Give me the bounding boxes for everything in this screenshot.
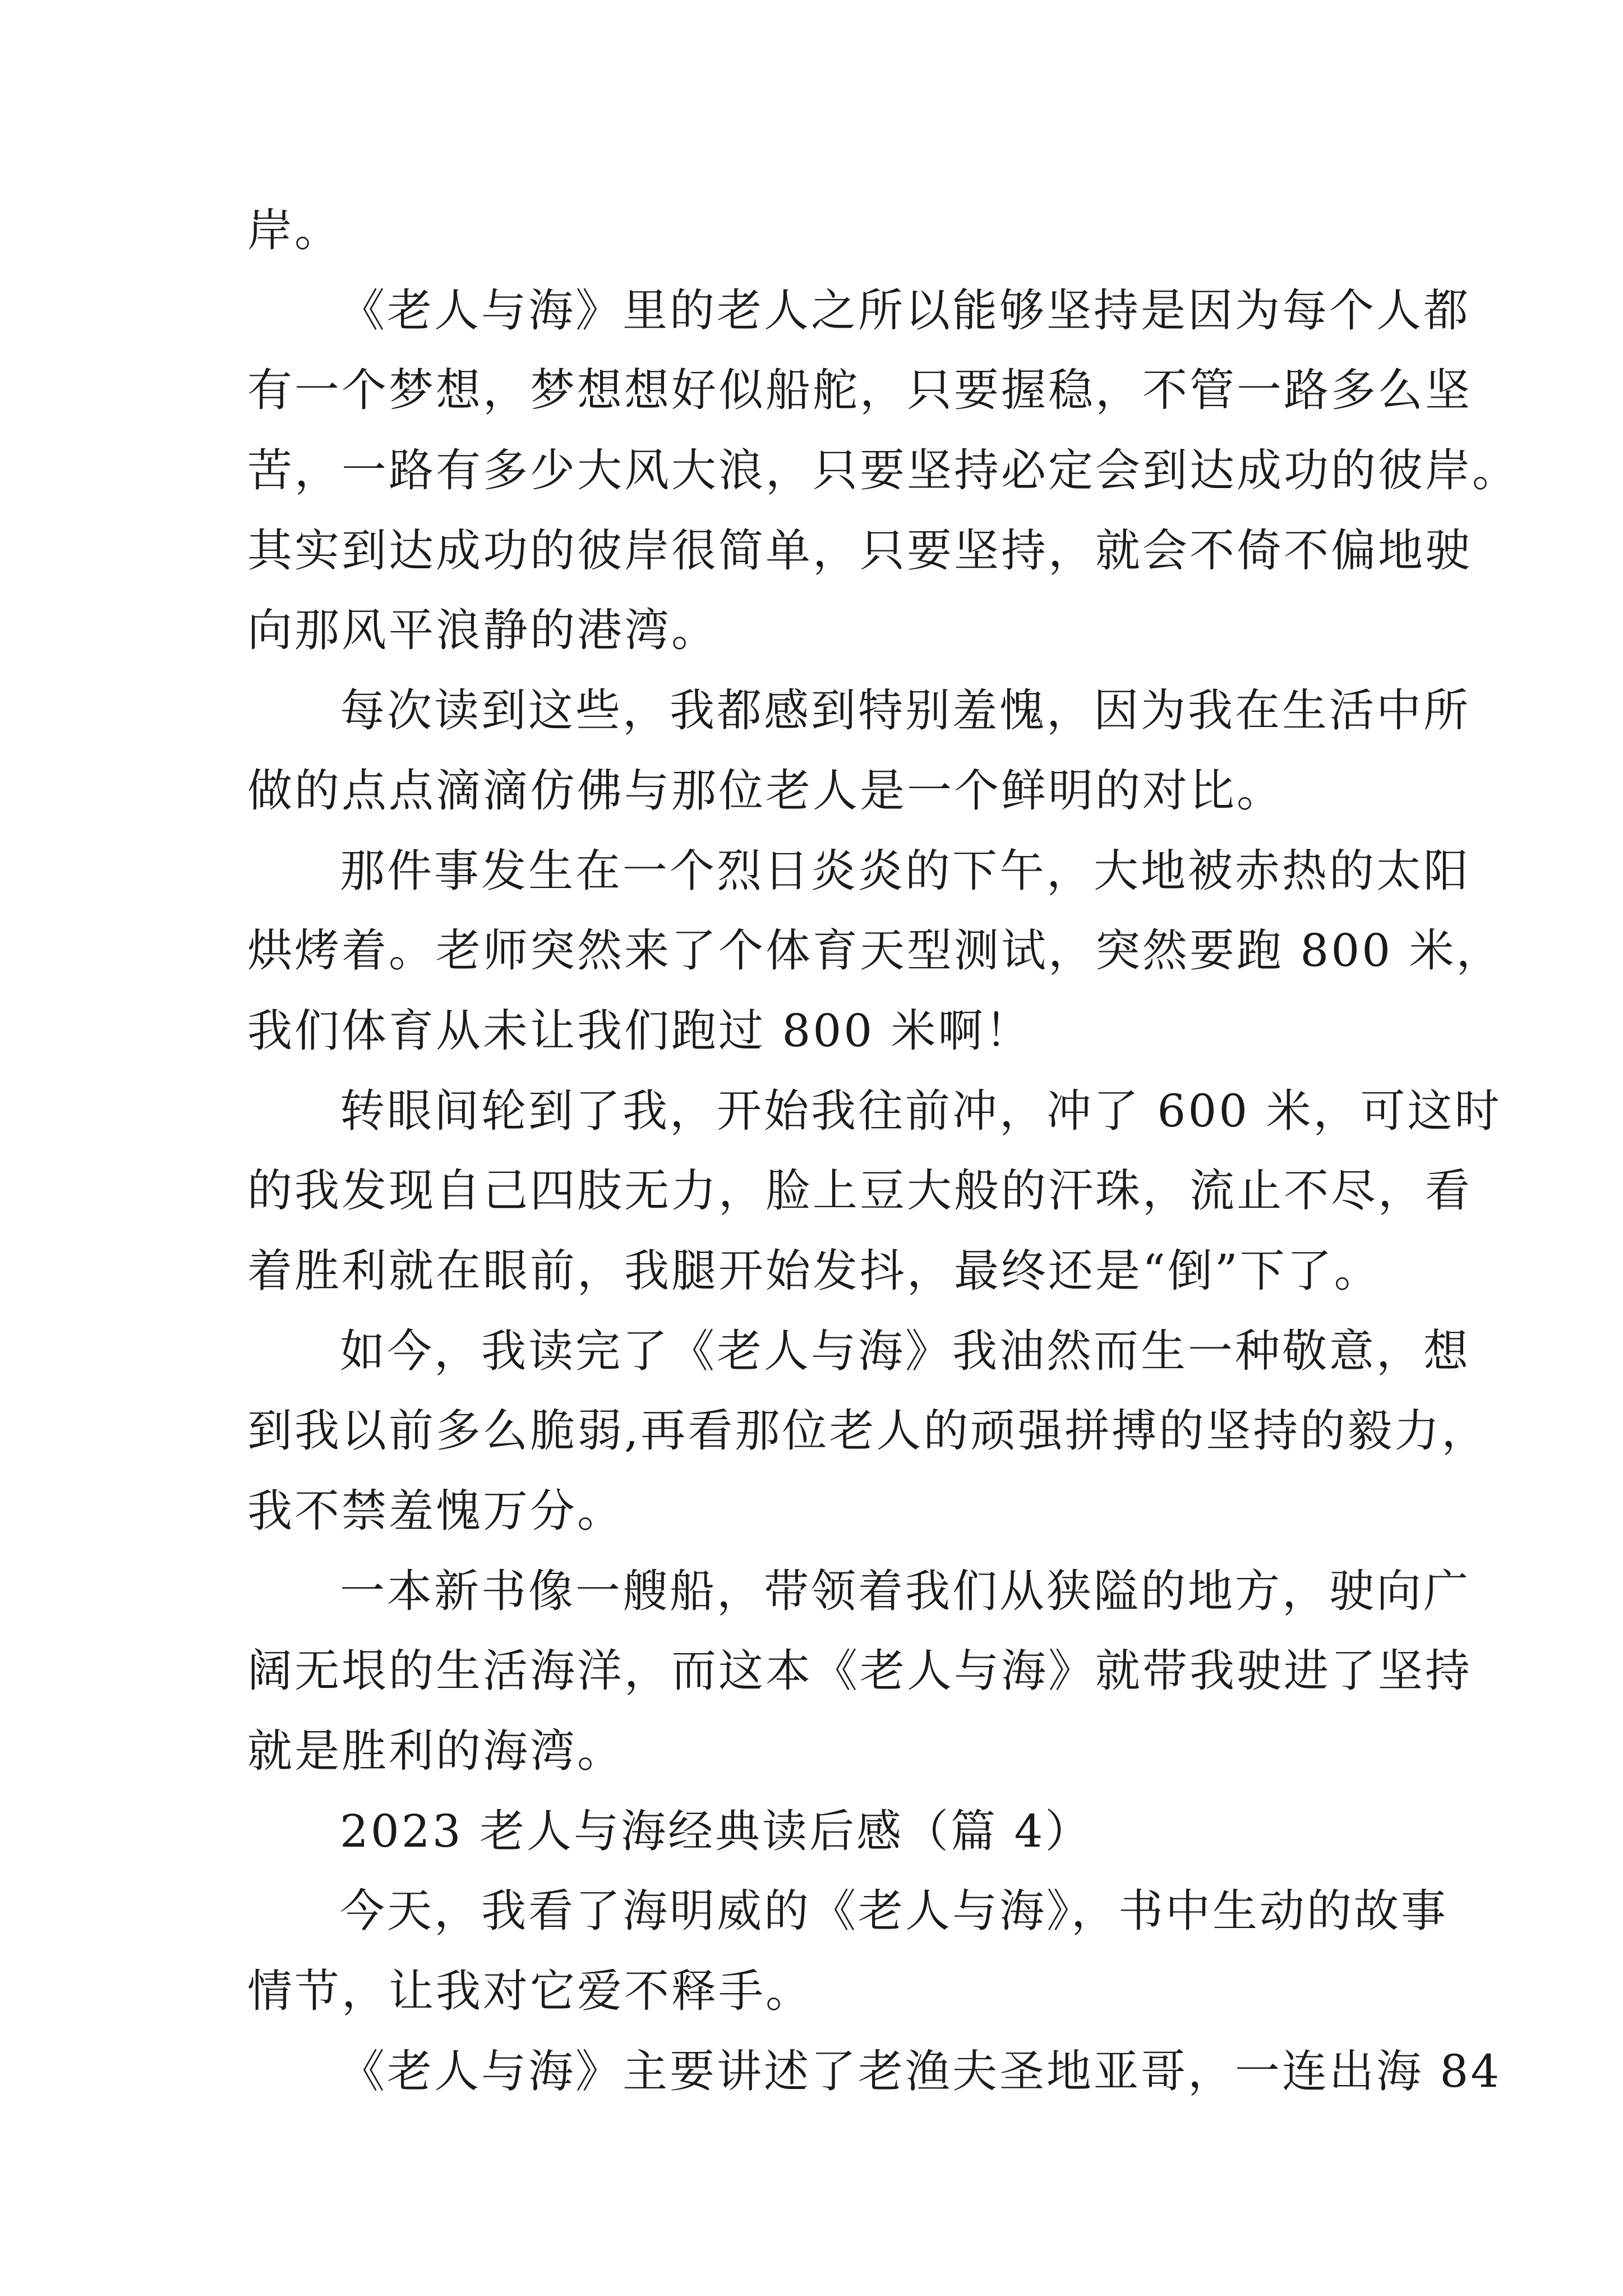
text-line: 其实到达成功的彼岸很简单，只要坚持，就会不倚不偏地驶 (247, 524, 1472, 577)
section-heading: 2023 老人与海经典读后感（篇 4） (340, 1805, 1092, 1857)
article-body (247, 191, 1519, 2112)
text-line: 到我以前多么脆弱,再看那位老人的顽强拼搏的坚持的毅力， (247, 1405, 1489, 1457)
text-line: 阔无垠的生活海洋，而这本《老人与海》就带我驶进了坚持 (247, 1645, 1472, 1697)
paragraph-start-line: 《老人与海》主要讲述了老渔夫圣地亚哥，一连出海 84 (340, 2045, 1502, 2097)
paragraph-start-line: 今天，我看了海明威的《老人与海》，书中生动的故事 (340, 1885, 1448, 1938)
paragraph-start-line: 那件事发生在一个烈日炎炎的下午，大地被赤热的太阳 (340, 844, 1470, 897)
text-line: 着胜利就在眼前，我腿开始发抖，最终还是“倒”下了。 (247, 1244, 1381, 1297)
text-line: 烘烤着。老师突然来了个体育天型测试，突然要跑 800 米， (247, 924, 1504, 977)
text-line: 有一个梦想，梦想想好似船舵，只要握稳，不管一路多么坚 (247, 364, 1472, 417)
text-line: 情节，让我对它爱不释手。 (247, 1965, 813, 2018)
paragraph-start-line: 一本新书像一艘船，带领着我们从狭隘的地方，驶向广 (340, 1565, 1470, 1617)
paragraph-start-line: 每次读到这些，我都感到特别羞愧，因为我在生活中所 (340, 684, 1470, 737)
paragraph-start-line: 转眼间轮到了我，开始我往前冲，冲了 600 米，可这时 (340, 1084, 1502, 1137)
text-line: 我们体育从未让我们跑过 800 米啊！ (247, 1004, 1032, 1057)
text-line: 岸。 (247, 204, 342, 256)
text-line: 就是胜利的海湾。 (247, 1725, 624, 1778)
text-line: 做的点点滴滴仿佛与那位老人是一个鲜明的对比。 (247, 764, 1284, 817)
text-line: 我不禁羞愧万分。 (247, 1485, 624, 1537)
text-line: 苦，一路有多少大风大浪，只要坚持必定会到达成功的彼岸。 (247, 444, 1519, 497)
text-line: 向那风平浪静的港湾。 (247, 604, 718, 657)
paragraph-start-line: 《老人与海》里的老人之所以能够坚持是因为每个人都 (340, 284, 1470, 337)
text-line: 的我发现自己四肢无力，脸上豆大般的汗珠，流止不尽，看 (247, 1165, 1472, 1217)
paragraph-start-line: 如今，我读完了《老人与海》我油然而生一种敬意，想 (340, 1324, 1470, 1377)
